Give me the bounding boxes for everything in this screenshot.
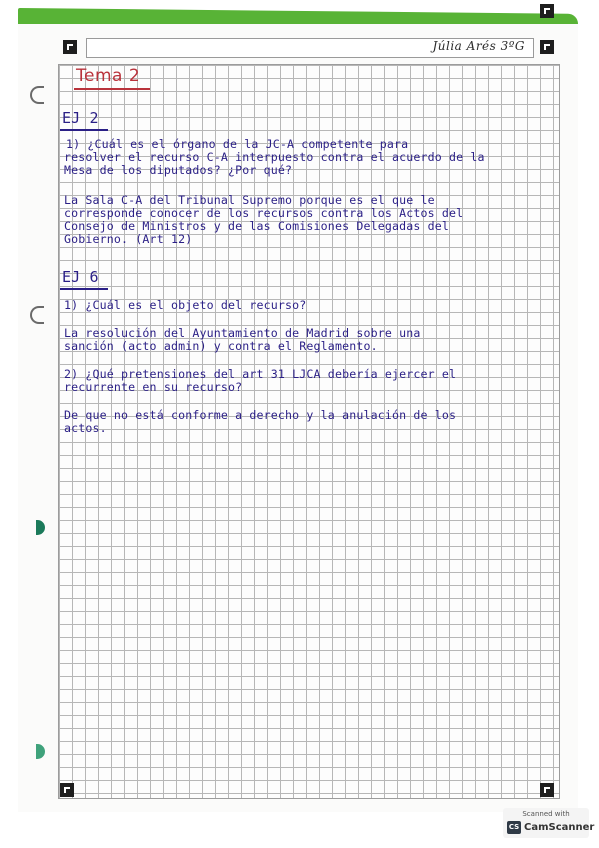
ej6-line-9: De que no está conforme a derecho y la anulación de los <box>64 408 457 422</box>
corner-mark-bottom-right <box>540 783 554 797</box>
ej6-line-3: La resolución del Ayuntamiento de Madrid sobre una <box>64 326 421 340</box>
topic-title-underline <box>74 88 150 90</box>
ej6-line-1: 1) ¿Cuál es el objeto del recurso? <box>64 298 307 312</box>
ej6-line-4: sanción (acto admin) y contra el Reglamento. <box>64 339 378 353</box>
ej2-line-2: resolver el recurso C-A interpuesto contra el acuerdo de la <box>64 150 485 164</box>
corner-mark-top-edge <box>540 4 554 18</box>
name-field-box <box>86 38 534 58</box>
punch-hole-1 <box>30 86 44 104</box>
section-heading-ej6: EJ 6 <box>62 268 99 286</box>
ej2-line-8: Gobierno. (Art 12) <box>64 232 193 246</box>
ej6-line-10: actos. <box>64 421 107 435</box>
corner-mark-bottom-left <box>60 783 74 797</box>
ej2-line-1: 1) ¿Cuál es el órgano de la JC-A competente para <box>66 137 409 151</box>
ej2-line-3: Mesa de los diputados? ¿Por qué? <box>64 163 293 177</box>
camscanner-logo-icon: CS <box>507 821 521 834</box>
student-name: Júlia Arés 3ºG <box>432 39 525 53</box>
ej6-line-7: recurrente en su recurso? <box>64 380 243 394</box>
punch-hole-2 <box>30 306 44 324</box>
corner-mark-top-left <box>63 40 77 54</box>
ej2-line-5: La Sala C-A del Tribunal Supremo porque es el que le <box>64 193 435 207</box>
ej2-line-7: Consejo de Ministros y de las Comisiones Delegadas del <box>64 219 450 233</box>
corner-mark-top-right <box>540 40 554 54</box>
camscanner-badge <box>503 808 595 838</box>
section-heading-ej2: EJ 2 <box>62 109 99 127</box>
ej6-line-6: 2) ¿Qué pretensiones del art 31 LJCA debería ejercer el <box>64 367 457 381</box>
section-heading-ej6-underline <box>60 288 108 290</box>
ej2-line-6: corresponde conocer de los recursos contra los Actos del <box>64 206 464 220</box>
camscanner-name: CamScanner <box>524 822 595 833</box>
camscanner-brand <box>507 821 595 835</box>
topic-title: Tema 2 <box>76 66 141 86</box>
section-heading-ej2-underline <box>60 129 108 131</box>
scanned-with-caption: Scanned with <box>522 810 570 818</box>
